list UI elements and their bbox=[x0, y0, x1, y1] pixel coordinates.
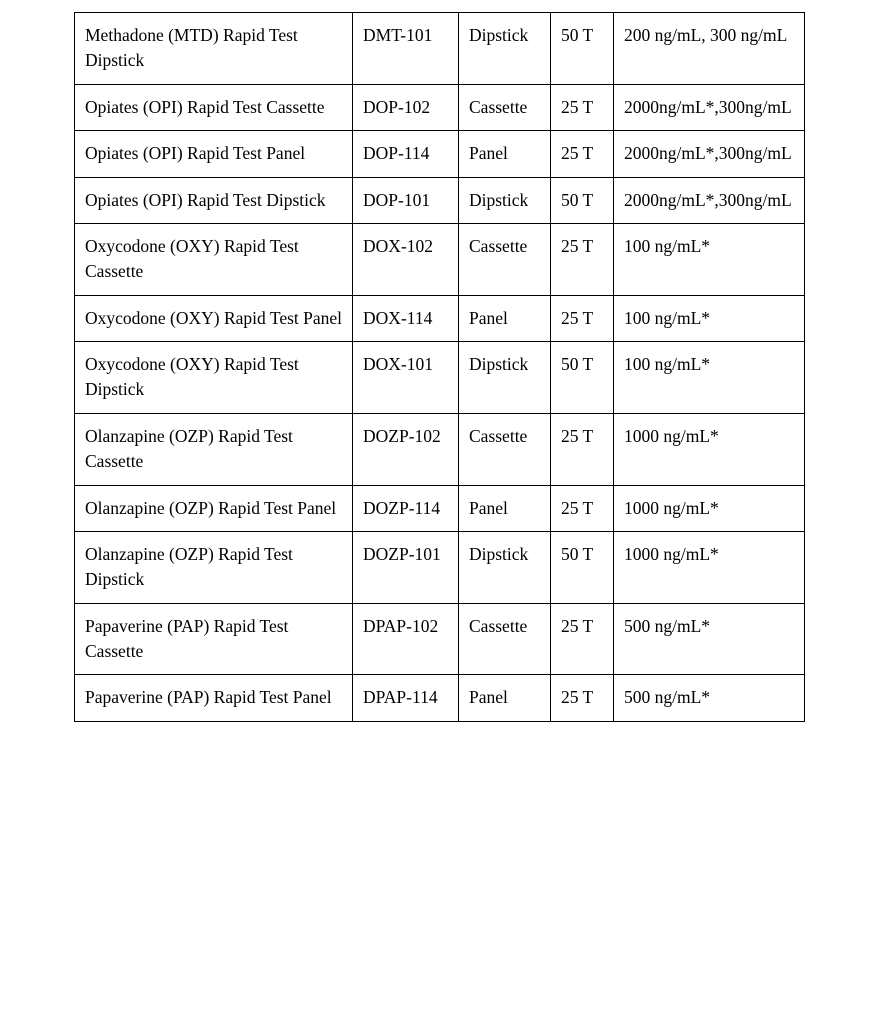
cell-code: DOZP-101 bbox=[353, 531, 459, 603]
cell-quantity: 25 T bbox=[551, 603, 614, 675]
cell-quantity: 25 T bbox=[551, 675, 614, 721]
cell-quantity: 50 T bbox=[551, 13, 614, 85]
cell-code: DOX-114 bbox=[353, 295, 459, 341]
cell-code: DPAP-114 bbox=[353, 675, 459, 721]
cell-product-name: Papaverine (PAP) Rapid Test Cassette bbox=[75, 603, 353, 675]
cell-product-name: Oxycodone (OXY) Rapid Test Panel bbox=[75, 295, 353, 341]
cell-code: DPAP-102 bbox=[353, 603, 459, 675]
cell-product-name: Olanzapine (OZP) Rapid Test Panel bbox=[75, 485, 353, 531]
cell-cutoff: 1000 ng/mL* bbox=[614, 531, 805, 603]
cell-format: Panel bbox=[459, 675, 551, 721]
cell-cutoff: 100 ng/mL* bbox=[614, 295, 805, 341]
cell-format: Dipstick bbox=[459, 531, 551, 603]
cell-format: Dipstick bbox=[459, 177, 551, 223]
cell-product-name: Methadone (MTD) Rapid Test Dipstick bbox=[75, 13, 353, 85]
cell-format: Panel bbox=[459, 485, 551, 531]
cell-cutoff: 500 ng/mL* bbox=[614, 603, 805, 675]
table-row bbox=[75, 295, 805, 341]
cell-code: DOP-101 bbox=[353, 177, 459, 223]
cell-quantity: 50 T bbox=[551, 177, 614, 223]
cell-quantity: 25 T bbox=[551, 223, 614, 295]
cell-cutoff: 1000 ng/mL* bbox=[614, 413, 805, 485]
table-row bbox=[75, 531, 805, 603]
cell-quantity: 25 T bbox=[551, 295, 614, 341]
cell-cutoff: 500 ng/mL* bbox=[614, 675, 805, 721]
cell-product-name: Opiates (OPI) Rapid Test Panel bbox=[75, 131, 353, 177]
cell-product-name: Opiates (OPI) Rapid Test Cassette bbox=[75, 84, 353, 130]
cell-code: DOX-102 bbox=[353, 223, 459, 295]
cell-format: Panel bbox=[459, 131, 551, 177]
cell-format: Dipstick bbox=[459, 342, 551, 414]
table-row bbox=[75, 84, 805, 130]
table-row bbox=[75, 413, 805, 485]
cell-cutoff: 100 ng/mL* bbox=[614, 342, 805, 414]
table-row bbox=[75, 177, 805, 223]
cell-format: Cassette bbox=[459, 223, 551, 295]
cell-code: DMT-101 bbox=[353, 13, 459, 85]
table-row bbox=[75, 13, 805, 85]
cell-product-name: Opiates (OPI) Rapid Test Dipstick bbox=[75, 177, 353, 223]
cell-code: DOZP-102 bbox=[353, 413, 459, 485]
cell-quantity: 25 T bbox=[551, 84, 614, 130]
cell-product-name: Papaverine (PAP) Rapid Test Panel bbox=[75, 675, 353, 721]
cell-product-name: Olanzapine (OZP) Rapid Test Cassette bbox=[75, 413, 353, 485]
cell-cutoff: 1000 ng/mL* bbox=[614, 485, 805, 531]
table-row bbox=[75, 603, 805, 675]
cell-product-name: Oxycodone (OXY) Rapid Test Dipstick bbox=[75, 342, 353, 414]
cell-cutoff: 200 ng/mL, 300 ng/mL bbox=[614, 13, 805, 85]
cell-format: Panel bbox=[459, 295, 551, 341]
cell-quantity: 25 T bbox=[551, 485, 614, 531]
cell-format: Dipstick bbox=[459, 13, 551, 85]
table-body bbox=[75, 13, 805, 722]
product-table bbox=[74, 12, 805, 722]
table-row bbox=[75, 131, 805, 177]
cell-cutoff: 2000ng/mL*,300ng/mL bbox=[614, 177, 805, 223]
cell-code: DOP-114 bbox=[353, 131, 459, 177]
cell-cutoff: 2000ng/mL*,300ng/mL bbox=[614, 84, 805, 130]
cell-quantity: 50 T bbox=[551, 342, 614, 414]
cell-product-name: Oxycodone (OXY) Rapid Test Cassette bbox=[75, 223, 353, 295]
cell-quantity: 50 T bbox=[551, 531, 614, 603]
table-row bbox=[75, 223, 805, 295]
table-row bbox=[75, 675, 805, 721]
cell-cutoff: 2000ng/mL*,300ng/mL bbox=[614, 131, 805, 177]
cell-code: DOZP-114 bbox=[353, 485, 459, 531]
cell-format: Cassette bbox=[459, 84, 551, 130]
cell-product-name: Olanzapine (OZP) Rapid Test Dipstick bbox=[75, 531, 353, 603]
cell-code: DOP-102 bbox=[353, 84, 459, 130]
cell-format: Cassette bbox=[459, 413, 551, 485]
cell-cutoff: 100 ng/mL* bbox=[614, 223, 805, 295]
table-row bbox=[75, 342, 805, 414]
cell-code: DOX-101 bbox=[353, 342, 459, 414]
cell-quantity: 25 T bbox=[551, 131, 614, 177]
cell-quantity: 25 T bbox=[551, 413, 614, 485]
cell-format: Cassette bbox=[459, 603, 551, 675]
table-row bbox=[75, 485, 805, 531]
